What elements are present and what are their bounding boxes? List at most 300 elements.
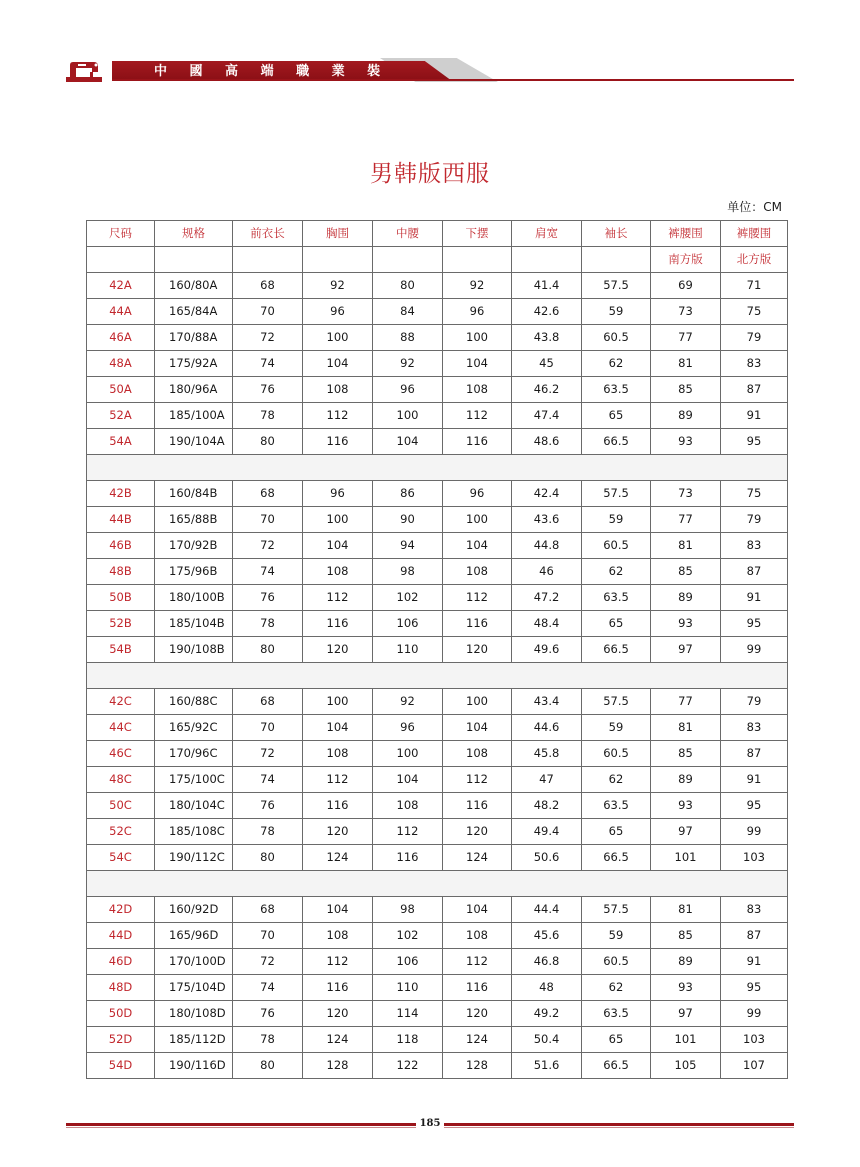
measurement-cell: 97 [651, 1001, 721, 1027]
measurement-cell: 76 [233, 793, 303, 819]
header-cell [443, 247, 512, 273]
measurement-cell: 84 [373, 299, 443, 325]
measurement-cell: 106 [373, 611, 443, 637]
measurement-cell: 62 [582, 559, 651, 585]
measurement-cell: 99 [721, 819, 788, 845]
table-row [87, 923, 788, 949]
measurement-cell: 45 [512, 351, 582, 377]
size-code-cell: 50B [87, 585, 155, 611]
size-code-cell: 44D [87, 923, 155, 949]
measurement-cell: 48.4 [512, 611, 582, 637]
measurement-cell: 116 [373, 845, 443, 871]
measurement-cell: 72 [233, 949, 303, 975]
separator-cell [87, 871, 788, 897]
measurement-cell: 44.8 [512, 533, 582, 559]
separator-cell [87, 455, 788, 481]
spec-cell: 185/108C [155, 819, 233, 845]
measurement-cell: 79 [721, 325, 788, 351]
measurement-cell: 66.5 [582, 1053, 651, 1079]
measurement-cell: 108 [303, 923, 373, 949]
measurement-cell: 105 [651, 1053, 721, 1079]
measurement-cell: 43.4 [512, 689, 582, 715]
table-row [87, 845, 788, 871]
table-row [87, 429, 788, 455]
measurement-cell: 46.8 [512, 949, 582, 975]
measurement-cell: 74 [233, 351, 303, 377]
header-rule [112, 79, 794, 81]
size-code-cell: 54D [87, 1053, 155, 1079]
measurement-cell: 104 [303, 897, 373, 923]
measurement-cell: 116 [303, 611, 373, 637]
measurement-cell: 100 [303, 325, 373, 351]
measurement-cell: 48.2 [512, 793, 582, 819]
table-row [87, 611, 788, 637]
measurement-cell: 110 [373, 637, 443, 663]
measurement-cell: 78 [233, 611, 303, 637]
measurement-cell: 85 [651, 559, 721, 585]
size-code-cell: 48D [87, 975, 155, 1001]
measurement-cell: 57.5 [582, 897, 651, 923]
measurement-cell: 50.4 [512, 1027, 582, 1053]
table-row [87, 273, 788, 299]
measurement-cell: 63.5 [582, 1001, 651, 1027]
measurement-cell: 112 [443, 585, 512, 611]
measurement-cell: 99 [721, 1001, 788, 1027]
measurement-cell: 70 [233, 299, 303, 325]
measurement-cell: 97 [651, 819, 721, 845]
header-cell: 北方版 [721, 247, 788, 273]
measurement-cell: 89 [651, 949, 721, 975]
table-row [87, 897, 788, 923]
measurement-cell: 87 [721, 377, 788, 403]
table-row [87, 559, 788, 585]
spec-cell: 165/88B [155, 507, 233, 533]
measurement-cell: 59 [582, 923, 651, 949]
size-code-cell: 52C [87, 819, 155, 845]
measurement-cell: 96 [443, 481, 512, 507]
measurement-cell: 80 [233, 1053, 303, 1079]
spec-cell: 160/84B [155, 481, 233, 507]
measurement-cell: 73 [651, 299, 721, 325]
measurement-cell: 103 [721, 1027, 788, 1053]
measurement-cell: 60.5 [582, 741, 651, 767]
measurement-cell: 87 [721, 923, 788, 949]
measurement-cell: 51.6 [512, 1053, 582, 1079]
header-cell: 胸围 [303, 221, 373, 247]
measurement-cell: 43.8 [512, 325, 582, 351]
measurement-cell: 62 [582, 767, 651, 793]
measurement-cell: 81 [651, 897, 721, 923]
table-row [87, 403, 788, 429]
measurement-cell: 68 [233, 481, 303, 507]
measurement-cell: 112 [303, 767, 373, 793]
header-cell: 袖长 [582, 221, 651, 247]
measurement-cell: 100 [373, 741, 443, 767]
measurement-cell: 96 [373, 715, 443, 741]
header-cell: 裤腰围 [651, 221, 721, 247]
measurement-cell: 108 [303, 741, 373, 767]
measurement-cell: 44.4 [512, 897, 582, 923]
measurement-cell: 73 [651, 481, 721, 507]
measurement-cell: 74 [233, 559, 303, 585]
header-cell: 尺码 [87, 221, 155, 247]
measurement-cell: 92 [373, 351, 443, 377]
measurement-cell: 116 [443, 793, 512, 819]
measurement-cell: 124 [303, 845, 373, 871]
measurement-cell: 112 [303, 585, 373, 611]
spec-cell: 170/88A [155, 325, 233, 351]
measurement-cell: 87 [721, 559, 788, 585]
measurement-cell: 74 [233, 767, 303, 793]
measurement-cell: 50.6 [512, 845, 582, 871]
measurement-cell: 65 [582, 403, 651, 429]
measurement-cell: 42.6 [512, 299, 582, 325]
header-cell: 前衣长 [233, 221, 303, 247]
table-row [87, 481, 788, 507]
measurement-cell: 116 [443, 429, 512, 455]
measurement-cell: 96 [303, 481, 373, 507]
measurement-cell: 91 [721, 403, 788, 429]
measurement-cell: 112 [303, 949, 373, 975]
table-subheader-row [87, 247, 788, 273]
measurement-cell: 83 [721, 351, 788, 377]
measurement-cell: 102 [373, 923, 443, 949]
measurement-cell: 83 [721, 897, 788, 923]
measurement-cell: 108 [443, 559, 512, 585]
spec-cell: 165/84A [155, 299, 233, 325]
measurement-cell: 63.5 [582, 377, 651, 403]
spec-cell: 160/80A [155, 273, 233, 299]
measurement-cell: 102 [373, 585, 443, 611]
spec-cell: 190/116D [155, 1053, 233, 1079]
spec-cell: 175/92A [155, 351, 233, 377]
measurement-cell: 68 [233, 897, 303, 923]
size-code-cell: 50A [87, 377, 155, 403]
spec-cell: 190/112C [155, 845, 233, 871]
spec-cell: 165/92C [155, 715, 233, 741]
measurement-cell: 76 [233, 1001, 303, 1027]
measurement-cell: 62 [582, 975, 651, 1001]
sewing-machine-icon [66, 60, 102, 82]
measurement-cell: 92 [373, 689, 443, 715]
measurement-cell: 80 [233, 637, 303, 663]
measurement-cell: 95 [721, 611, 788, 637]
measurement-cell: 60.5 [582, 949, 651, 975]
measurement-cell: 68 [233, 689, 303, 715]
measurement-cell: 46 [512, 559, 582, 585]
spec-cell: 180/104C [155, 793, 233, 819]
spec-cell: 185/112D [155, 1027, 233, 1053]
spec-cell: 185/100A [155, 403, 233, 429]
measurement-cell: 100 [303, 507, 373, 533]
table-row [87, 975, 788, 1001]
header-cell [233, 247, 303, 273]
measurement-cell: 66.5 [582, 637, 651, 663]
measurement-cell: 120 [303, 1001, 373, 1027]
measurement-cell: 101 [651, 1027, 721, 1053]
measurement-cell: 49.4 [512, 819, 582, 845]
measurement-cell: 79 [721, 689, 788, 715]
table-row [87, 1001, 788, 1027]
measurement-cell: 65 [582, 819, 651, 845]
measurement-cell: 87 [721, 741, 788, 767]
group-separator-row [87, 871, 788, 897]
measurement-cell: 116 [443, 611, 512, 637]
table-row [87, 689, 788, 715]
size-code-cell: 46A [87, 325, 155, 351]
table-row [87, 1053, 788, 1079]
measurement-cell: 68 [233, 273, 303, 299]
measurement-cell: 71 [721, 273, 788, 299]
header-cell: 下摆 [443, 221, 512, 247]
page-title: 男韩版西服 [370, 161, 490, 187]
measurement-cell: 47 [512, 767, 582, 793]
measurement-cell: 93 [651, 793, 721, 819]
measurement-cell: 77 [651, 325, 721, 351]
size-code-cell: 54C [87, 845, 155, 871]
measurement-cell: 74 [233, 975, 303, 1001]
measurement-cell: 75 [721, 299, 788, 325]
measurement-cell: 98 [373, 897, 443, 923]
measurement-cell: 85 [651, 923, 721, 949]
measurement-cell: 100 [443, 325, 512, 351]
measurement-cell: 72 [233, 325, 303, 351]
group-separator-row [87, 455, 788, 481]
header-cell [155, 247, 233, 273]
measurement-cell: 124 [303, 1027, 373, 1053]
measurement-cell: 46.2 [512, 377, 582, 403]
table-row [87, 299, 788, 325]
measurement-cell: 49.6 [512, 637, 582, 663]
measurement-cell: 65 [582, 1027, 651, 1053]
measurement-cell: 99 [721, 637, 788, 663]
size-code-cell: 42C [87, 689, 155, 715]
table-row [87, 377, 788, 403]
size-code-cell: 50D [87, 1001, 155, 1027]
measurement-cell: 120 [443, 1001, 512, 1027]
size-code-cell: 42A [87, 273, 155, 299]
header-cell [582, 247, 651, 273]
measurement-cell: 94 [373, 533, 443, 559]
measurement-cell: 112 [373, 819, 443, 845]
measurement-cell: 57.5 [582, 481, 651, 507]
measurement-cell: 124 [443, 1027, 512, 1053]
unit-label: 单位：CM [727, 200, 782, 214]
measurement-cell: 80 [233, 845, 303, 871]
measurement-cell: 96 [373, 377, 443, 403]
table-row [87, 637, 788, 663]
brand-title: 中 國 高 端 職 業 裝 [154, 64, 390, 79]
measurement-cell: 91 [721, 585, 788, 611]
size-code-cell: 42B [87, 481, 155, 507]
measurement-cell: 112 [303, 403, 373, 429]
measurement-cell: 80 [233, 429, 303, 455]
measurement-cell: 83 [721, 715, 788, 741]
measurement-cell: 85 [651, 741, 721, 767]
measurement-cell: 63.5 [582, 585, 651, 611]
size-code-cell: 44B [87, 507, 155, 533]
measurement-cell: 60.5 [582, 325, 651, 351]
spec-cell: 170/100D [155, 949, 233, 975]
table-row [87, 351, 788, 377]
measurement-cell: 47.2 [512, 585, 582, 611]
table-row [87, 325, 788, 351]
measurement-cell: 60.5 [582, 533, 651, 559]
header-cell: 南方版 [651, 247, 721, 273]
measurement-cell: 75 [721, 481, 788, 507]
measurement-cell: 108 [443, 377, 512, 403]
measurement-cell: 57.5 [582, 689, 651, 715]
measurement-cell: 92 [443, 273, 512, 299]
measurement-cell: 79 [721, 507, 788, 533]
measurement-cell: 76 [233, 377, 303, 403]
measurement-cell: 76 [233, 585, 303, 611]
measurement-cell: 118 [373, 1027, 443, 1053]
size-code-cell: 46C [87, 741, 155, 767]
group-separator-row [87, 663, 788, 689]
measurement-cell: 45.6 [512, 923, 582, 949]
header-cell [303, 247, 373, 273]
measurement-cell: 128 [443, 1053, 512, 1079]
measurement-cell: 63.5 [582, 793, 651, 819]
table-row [87, 533, 788, 559]
measurement-cell: 49.2 [512, 1001, 582, 1027]
size-code-cell: 54B [87, 637, 155, 663]
measurement-cell: 104 [303, 715, 373, 741]
size-code-cell: 52A [87, 403, 155, 429]
size-code-cell: 42D [87, 897, 155, 923]
header-cell: 肩宽 [512, 221, 582, 247]
spec-cell: 170/92B [155, 533, 233, 559]
size-code-cell: 44A [87, 299, 155, 325]
measurement-cell: 62 [582, 351, 651, 377]
measurement-cell: 104 [443, 897, 512, 923]
table-row [87, 793, 788, 819]
spec-cell: 170/96C [155, 741, 233, 767]
measurement-cell: 103 [721, 845, 788, 871]
measurement-cell: 108 [373, 793, 443, 819]
measurement-cell: 41.4 [512, 273, 582, 299]
measurement-cell: 110 [373, 975, 443, 1001]
size-code-cell: 46B [87, 533, 155, 559]
measurement-cell: 101 [651, 845, 721, 871]
measurement-cell: 114 [373, 1001, 443, 1027]
spec-cell: 180/96A [155, 377, 233, 403]
measurement-cell: 81 [651, 351, 721, 377]
measurement-cell: 88 [373, 325, 443, 351]
measurement-cell: 116 [443, 975, 512, 1001]
measurement-cell: 104 [373, 429, 443, 455]
measurement-cell: 93 [651, 611, 721, 637]
measurement-cell: 104 [443, 351, 512, 377]
measurement-cell: 100 [373, 403, 443, 429]
measurement-cell: 90 [373, 507, 443, 533]
measurement-cell: 91 [721, 767, 788, 793]
measurement-cell: 47.4 [512, 403, 582, 429]
size-code-cell: 44C [87, 715, 155, 741]
measurement-cell: 124 [443, 845, 512, 871]
header-cell [87, 247, 155, 273]
measurement-cell: 59 [582, 715, 651, 741]
measurement-cell: 108 [443, 741, 512, 767]
spec-cell: 160/92D [155, 897, 233, 923]
measurement-cell: 106 [373, 949, 443, 975]
measurement-cell: 91 [721, 949, 788, 975]
measurement-cell: 97 [651, 637, 721, 663]
measurement-cell: 108 [303, 559, 373, 585]
measurement-cell: 104 [443, 715, 512, 741]
spec-cell: 175/96B [155, 559, 233, 585]
measurement-cell: 48.6 [512, 429, 582, 455]
measurement-cell: 66.5 [582, 429, 651, 455]
measurement-cell: 81 [651, 715, 721, 741]
measurement-cell: 57.5 [582, 273, 651, 299]
measurement-cell: 42.4 [512, 481, 582, 507]
table-row [87, 949, 788, 975]
measurement-cell: 89 [651, 767, 721, 793]
measurement-cell: 78 [233, 819, 303, 845]
measurement-cell: 83 [721, 533, 788, 559]
measurement-cell: 70 [233, 507, 303, 533]
measurement-cell: 100 [443, 689, 512, 715]
measurement-cell: 70 [233, 923, 303, 949]
measurement-cell: 108 [303, 377, 373, 403]
table-header-row [87, 221, 788, 247]
measurement-cell: 77 [651, 507, 721, 533]
measurement-cell: 96 [303, 299, 373, 325]
table-row [87, 767, 788, 793]
spec-cell: 190/104A [155, 429, 233, 455]
table-row [87, 741, 788, 767]
measurement-cell: 112 [443, 949, 512, 975]
measurement-cell: 100 [443, 507, 512, 533]
size-code-cell: 48A [87, 351, 155, 377]
measurement-cell: 107 [721, 1053, 788, 1079]
measurement-cell: 69 [651, 273, 721, 299]
measurement-cell: 72 [233, 741, 303, 767]
measurement-cell: 128 [303, 1053, 373, 1079]
measurement-cell: 104 [303, 533, 373, 559]
measurement-cell: 86 [373, 481, 443, 507]
size-code-cell: 52B [87, 611, 155, 637]
measurement-cell: 95 [721, 793, 788, 819]
measurement-cell: 120 [443, 637, 512, 663]
separator-cell [87, 663, 788, 689]
table-row [87, 507, 788, 533]
measurement-cell: 96 [443, 299, 512, 325]
measurement-cell: 66.5 [582, 845, 651, 871]
measurement-cell: 80 [373, 273, 443, 299]
header-cell [512, 247, 582, 273]
measurement-cell: 44.6 [512, 715, 582, 741]
table-row [87, 1027, 788, 1053]
measurement-cell: 89 [651, 403, 721, 429]
spec-cell: 190/108B [155, 637, 233, 663]
size-chart-table [86, 220, 788, 1079]
size-code-cell: 46D [87, 949, 155, 975]
measurement-cell: 116 [303, 429, 373, 455]
size-code-cell: 52D [87, 1027, 155, 1053]
measurement-cell: 70 [233, 715, 303, 741]
spec-cell: 160/88C [155, 689, 233, 715]
measurement-cell: 120 [443, 819, 512, 845]
measurement-cell: 43.6 [512, 507, 582, 533]
measurement-cell: 78 [233, 403, 303, 429]
measurement-cell: 65 [582, 611, 651, 637]
size-code-cell: 50C [87, 793, 155, 819]
measurement-cell: 112 [443, 767, 512, 793]
measurement-cell: 95 [721, 429, 788, 455]
